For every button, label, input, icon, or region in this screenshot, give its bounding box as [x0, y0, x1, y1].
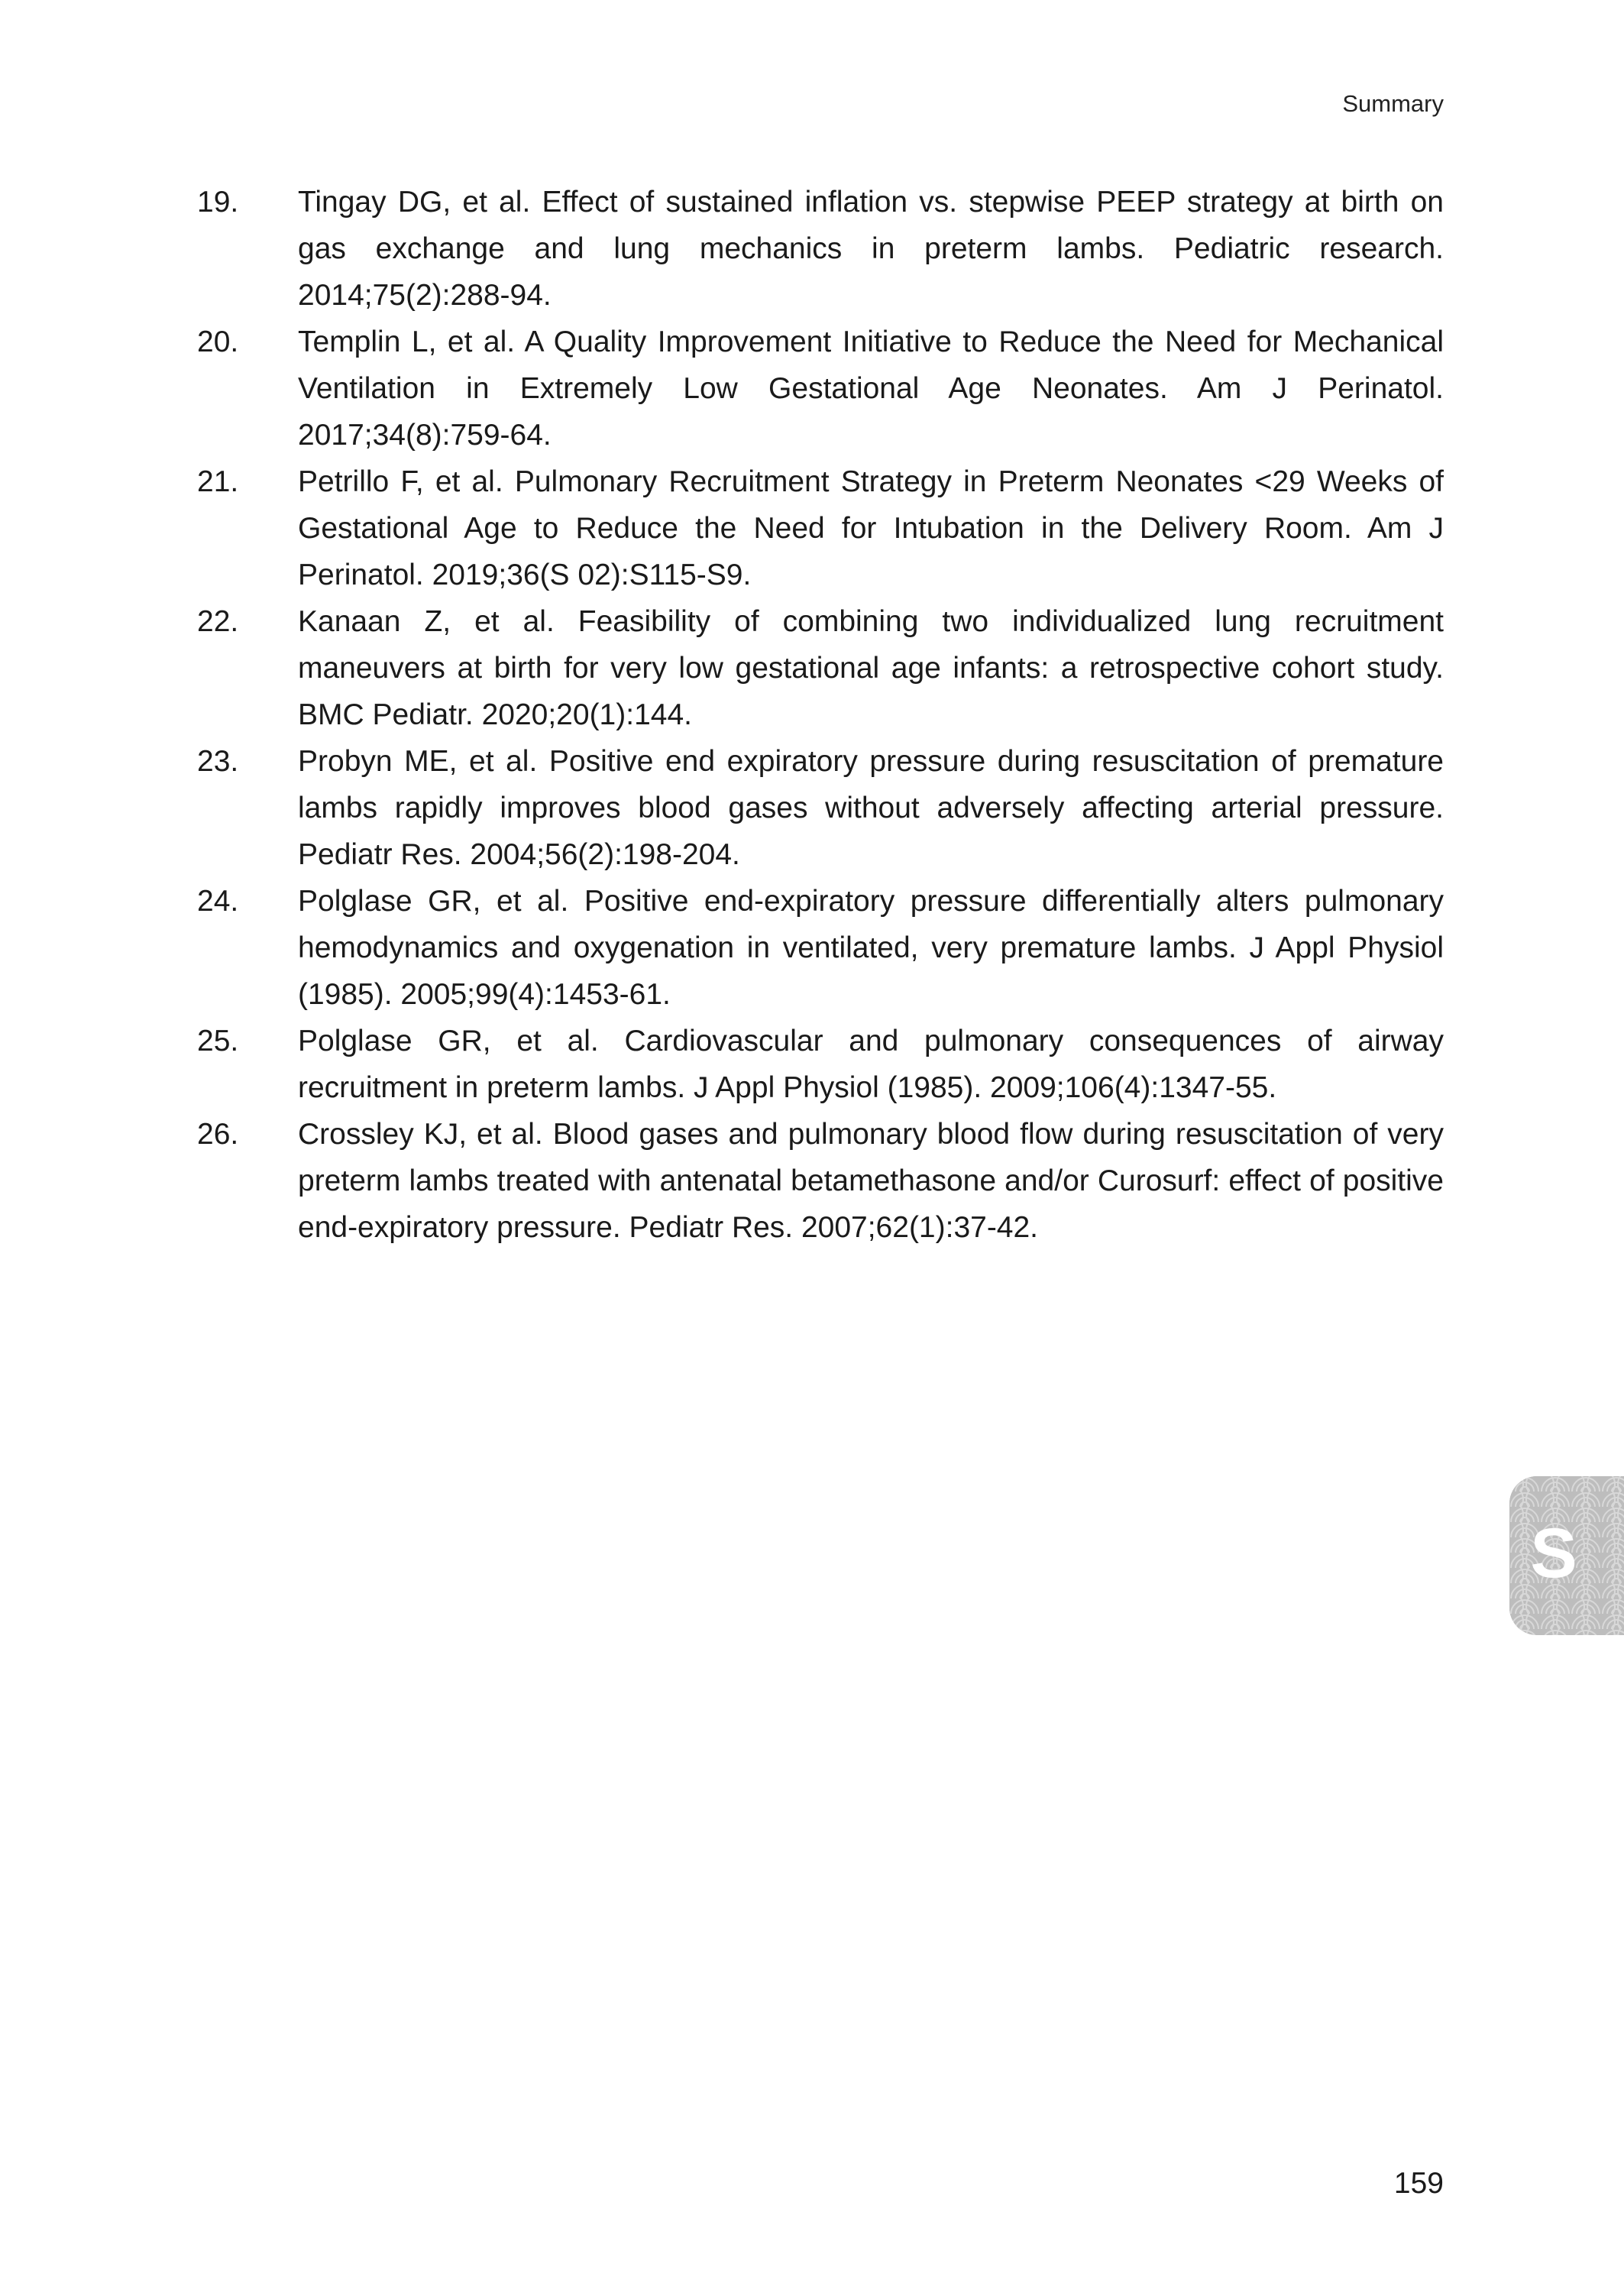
reference-item	[197, 458, 1444, 598]
reference-text: Tingay DG, et al. Effect of sustained inflation vs. stepwise PEEP strategy at birth on gas exchange and lung mechanics in preterm lambs. Pediatric research. 2014;75(2):288-94.	[298, 186, 1444, 312]
reference-number: 22.	[197, 605, 239, 638]
running-header: Summary	[1342, 90, 1444, 117]
reference-number: 20.	[197, 325, 239, 358]
reference-item	[197, 1018, 1444, 1111]
chapter-letter: S	[1530, 1514, 1577, 1592]
reference-number: 26.	[197, 1118, 239, 1151]
page-number: 159	[1393, 2167, 1444, 2200]
reference-number: 21.	[197, 465, 239, 498]
reference-item	[197, 1111, 1444, 1251]
reference-text: Probyn ME, et al. Positive end expiratory pressure during resuscitation of premature lambs rapidly improves blood gases without adversely affecting arterial pressure. Pediatr Res. 2004;56(2):198-204.	[298, 745, 1444, 871]
reference-item	[197, 738, 1444, 878]
reference-text: Polglase GR, et al. Cardiovascular and pulmonary consequences of airway recruitment in preterm lambs. J Appl Physiol (1985). 2009;106(4):1347-55.	[298, 1025, 1444, 1104]
reference-list	[197, 179, 1444, 1251]
reference-text: Kanaan Z, et al. Feasibility of combining two individualized lung recruitment maneuvers at birth for very low gestational age infants: a retrospective cohort study. BMC Pediatr. 2020;20(1):144.	[298, 605, 1444, 731]
reference-text: Templin L, et al. A Quality Improvement Initiative to Reduce the Need for Mechanical Ventilation in Extremely Low Gestational Age Neonates. Am J Perinatol. 2017;34(8):759-64.	[298, 325, 1444, 452]
reference-number: 24.	[197, 885, 239, 918]
reference-item	[197, 878, 1444, 1018]
wave-pattern-icon	[1509, 1476, 1624, 1635]
reference-text: Polglase GR, et al. Positive end-expiratory pressure differentially alters pulmonary hemodynamics and oxygenation in ventilated, very premature lambs. J Appl Physiol (1985). 2005;99(4):1453-61.	[298, 885, 1444, 1011]
reference-number: 25.	[197, 1025, 239, 1057]
reference-item	[197, 319, 1444, 458]
reference-item	[197, 598, 1444, 738]
reference-number: 23.	[197, 745, 239, 778]
chapter-thumb-tab	[1509, 1476, 1624, 1635]
reference-item	[197, 179, 1444, 319]
reference-number: 19.	[197, 186, 239, 219]
reference-text: Petrillo F, et al. Pulmonary Recruitment Strategy in Preterm Neonates <29 Weeks of Gestational Age to Reduce the Need for Intubation in the Delivery Room. Am J Perinatol. 2019;36(S 02):S115-S9.	[298, 465, 1444, 591]
reference-text: Crossley KJ, et al. Blood gases and pulmonary blood flow during resuscitation of very preterm lambs treated with antenatal betamethasone and/or Curosurf: effect of positive end-expiratory pressure. Pediatr Res. 2007;62(1):37-42.	[298, 1118, 1444, 1244]
